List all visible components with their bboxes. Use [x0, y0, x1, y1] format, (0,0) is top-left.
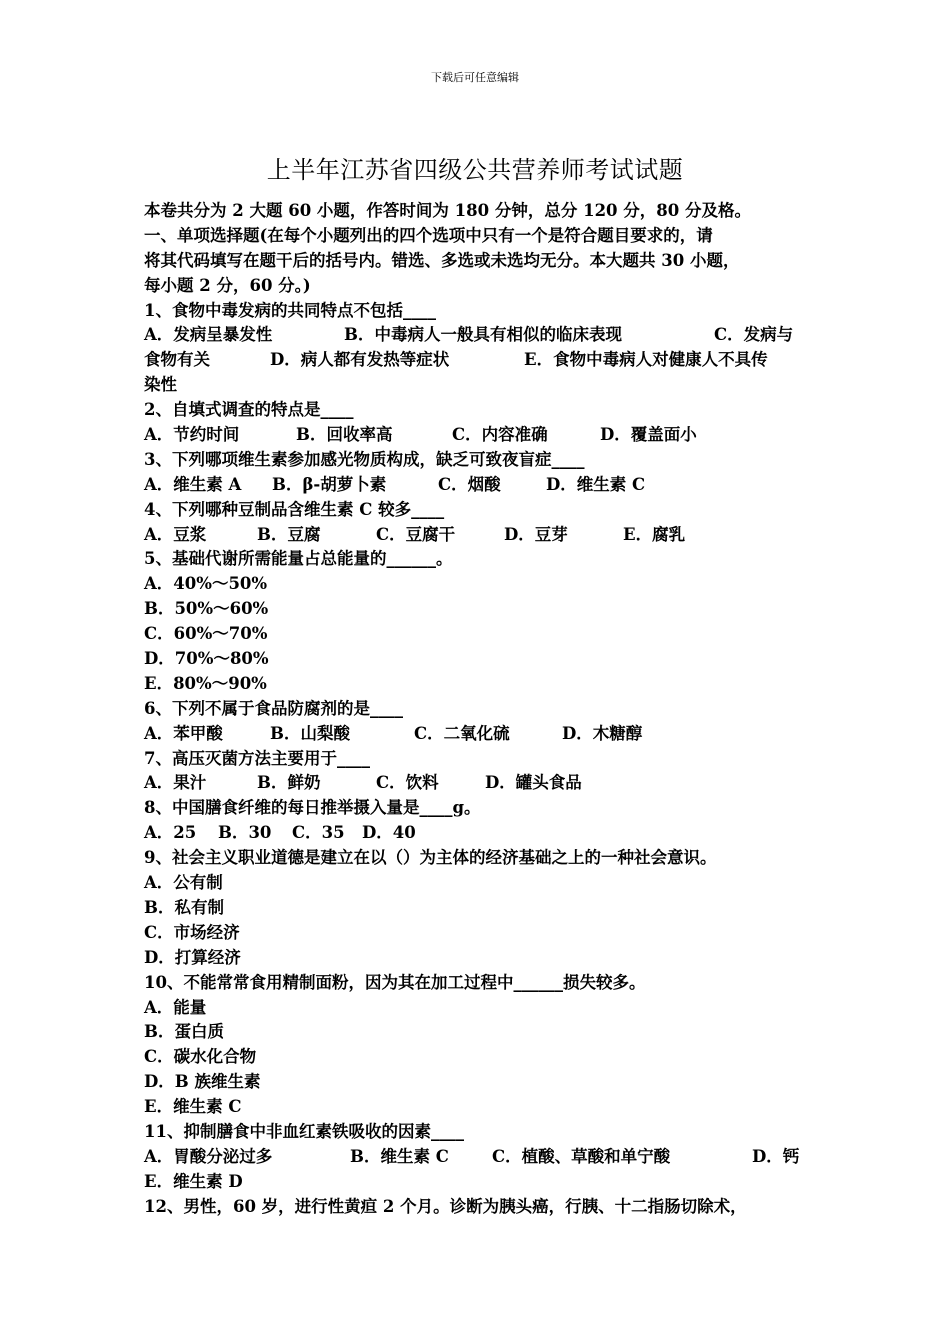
options-line: [144, 821, 834, 846]
text-line: E．维生素 C: [144, 1097, 242, 1117]
text-line: 1、食物中毒发病的共同特点不包括____: [144, 300, 436, 320]
text-line: 11、抑制膳食中非血红素铁吸收的因素____: [144, 1121, 464, 1141]
text-line: C．60%～70%: [144, 624, 268, 644]
option-text: D．40: [362, 823, 416, 843]
text-line: 8、中国膳食纤维的每日推举摄入量是____g。: [144, 798, 481, 818]
option-text: A．豆浆: [144, 524, 207, 544]
document-title: 上半年江苏省四级公共营养师考试试题: [266, 156, 684, 184]
text-line: E．维生素 D: [144, 1171, 243, 1191]
text-line: 一、单项选择题(在每个小题列出的四个选项中只有一个是符合题目要求的，请: [144, 225, 713, 245]
option-text: C．豆腐干: [376, 524, 456, 544]
option-text: 食物有关: [144, 350, 210, 370]
option-text: C．植酸、草酸和单宁酸: [492, 1146, 671, 1166]
option-text: A．25: [144, 823, 197, 843]
option-text: D．覆盖面小: [600, 425, 697, 445]
text-line: A．40%～50%: [144, 574, 268, 594]
text-line: D．打算经济: [144, 947, 241, 967]
option-text: E．食物中毒病人对健康人不具传: [524, 350, 768, 370]
option-text: A．发病呈暴发性: [144, 325, 273, 345]
option-text: B．β-胡萝卜素: [272, 474, 387, 494]
option-text: C．35: [292, 823, 345, 843]
options-line: [144, 771, 834, 796]
text-line: 12、男性，60 岁，进行性黄疸 2 个月。诊断为胰头癌，行胰、十二指肠切除术，: [144, 1196, 747, 1216]
option-text: A．维生素 A: [144, 474, 242, 494]
option-text: A．节约时间: [144, 425, 240, 445]
options-line: [144, 1145, 834, 1170]
option-text: A．苯甲酸: [144, 723, 223, 743]
option-text: B．鲜奶: [257, 773, 321, 793]
option-text: B．回收率高: [296, 425, 393, 445]
option-text: D．病人都有发热等症状: [270, 350, 450, 370]
text-line: C．市场经济: [144, 922, 240, 942]
text-line: 10、不能常常食用精制面粉，因为其在加工过程中______损失较多。: [144, 972, 646, 992]
text-line: B．50%～60%: [144, 599, 269, 619]
text-line: 将其代码填写在题干后的括号内。错选、多选或未选均无分。本大题共 30 小题，: [144, 250, 740, 270]
text-line: 2、自填式调查的特点是____: [144, 400, 354, 420]
options-line: [144, 348, 834, 373]
text-line: 6、下列不属于食品防腐剂的是____: [144, 698, 403, 718]
text-line: 5、基础代谢所需能量占总能量的______。: [144, 549, 453, 569]
option-text: A．胃酸分泌过多: [144, 1146, 273, 1166]
text-line: 染性: [144, 375, 177, 395]
text-line: D．B 族维生素: [144, 1072, 261, 1092]
option-text: B．中毒病人一般具有相似的临床表现: [344, 325, 622, 345]
options-line: [144, 423, 834, 448]
option-text: C．内容准确: [452, 425, 548, 445]
text-line: 每小题 2 分，60 分。): [144, 275, 311, 295]
options-line: [144, 473, 834, 498]
option-text: B．豆腐: [257, 524, 321, 544]
option-text: D．钙: [752, 1146, 800, 1166]
text-line: D．70%～80%: [144, 649, 269, 669]
text-line: 4、下列哪种豆制品含维生素 C 较多____: [144, 499, 445, 519]
option-text: D．维生素 C: [546, 474, 646, 494]
option-text: A．果汁: [144, 773, 207, 793]
option-text: C．二氧化硫: [414, 723, 510, 743]
option-text: C．发病与: [714, 325, 794, 345]
option-text: D．木糖醇: [562, 723, 643, 743]
text-line: C．碳水化合物: [144, 1047, 257, 1067]
text-line: 7、高压灭菌方法主要用于____: [144, 748, 370, 768]
header-note: 下载后可任意编辑: [431, 71, 519, 84]
text-line: B．蛋白质: [144, 1022, 224, 1042]
text-line: A．公有制: [144, 873, 223, 893]
options-line: [144, 722, 834, 747]
text-line: B．私有制: [144, 897, 224, 917]
document-body: [144, 199, 834, 1220]
options-line: [144, 323, 834, 348]
text-line: 3、下列哪项维生素参加感光物质构成，缺乏可致夜盲症____: [144, 449, 585, 469]
text-line: 本卷共分为 2 大题 60 小题，作答时间为 180 分钟，总分 120 分，80 分及格。: [144, 201, 751, 220]
option-text: C．烟酸: [438, 474, 501, 494]
option-text: D．豆芽: [504, 524, 568, 544]
option-text: E．腐乳: [623, 524, 686, 544]
text-line: E．80%～90%: [144, 673, 267, 693]
option-text: B．30: [218, 823, 272, 843]
option-text: B．山梨酸: [270, 723, 350, 743]
option-text: C．饮料: [376, 773, 439, 793]
options-line: [144, 523, 834, 548]
text-line: A．能量: [144, 997, 207, 1017]
option-text: D．罐头食品: [485, 773, 582, 793]
text-line: 9、社会主义职业道德是建立在以（）为主体的经济基础之上的一种社会意识。: [144, 848, 717, 868]
option-text: B．维生素 C: [350, 1146, 449, 1166]
